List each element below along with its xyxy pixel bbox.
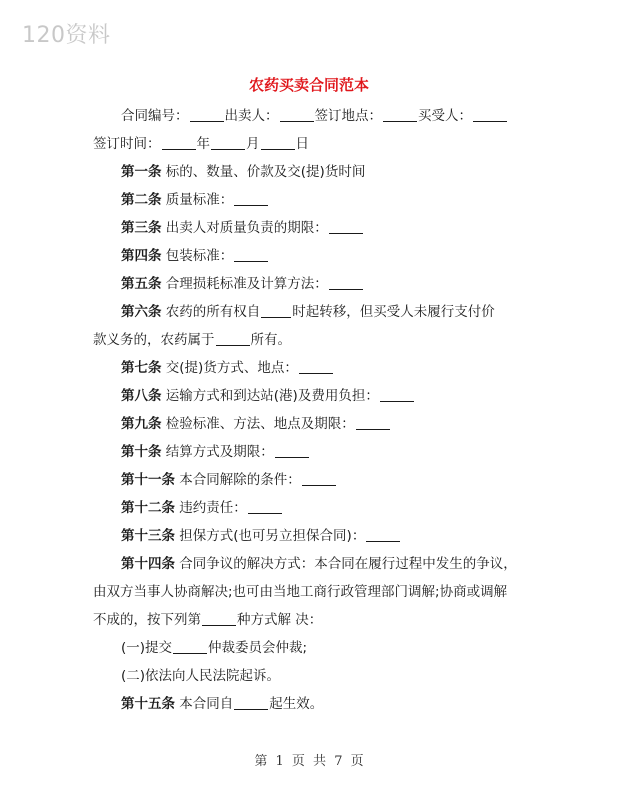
watermark: 120资料 — [22, 23, 111, 48]
blank — [261, 135, 295, 150]
blank — [383, 107, 417, 122]
blank — [234, 695, 268, 710]
blank — [275, 443, 309, 458]
clause-10: 第十条 结算方式及期限： — [93, 438, 533, 466]
blank — [329, 275, 363, 290]
clause-3: 第三条 出卖人对质量负责的期限： — [93, 214, 533, 242]
blank — [356, 415, 390, 430]
blank — [473, 107, 507, 122]
clause-2: 第二条 质量标准： — [93, 186, 533, 214]
blank — [162, 135, 196, 150]
clause-14-cont-1: 由双方当事人协商解决;也可由当地工商行政管理部门调解;协商或调解 — [93, 584, 508, 600]
blank — [366, 527, 400, 542]
blank — [280, 107, 314, 122]
blank — [202, 611, 236, 626]
blank — [216, 331, 250, 346]
option-1: (一)提交 仲裁委员会仲裁; — [121, 640, 308, 656]
header-line-1: 合同编号： 出卖人： 签订地点： 买受人： — [93, 102, 533, 130]
header-line-2: 签订时间： 年 月 日 — [93, 136, 309, 152]
clause-14: 第十四条 合同争议的解决方式：本合同在履行过程中发生的争议， — [121, 556, 517, 572]
clause-6: 第六条 农药的所有权自 时起转移，但买受人未履行支付价 — [121, 304, 495, 320]
clause-14-cont-2: 不成的，按下列第 种方式解 决： — [93, 612, 323, 628]
blank — [190, 107, 224, 122]
blank — [329, 219, 363, 234]
blank — [302, 471, 336, 486]
clause-4: 第四条 包装标准： — [93, 242, 533, 270]
blank — [211, 135, 245, 150]
option-2: (二)依法向人民法院起诉。 — [121, 668, 281, 684]
clause-7: 第七条 交(提)货方式、地点： — [93, 354, 533, 382]
clause-1: 第一条 标的、数量、价款及交(提)货时间 — [121, 164, 366, 180]
clause-5: 第五条 合理损耗标准及计算方法： — [93, 270, 533, 298]
page-footer: 第 1 页 共 7 页 — [254, 754, 364, 769]
blank — [261, 303, 291, 318]
blank — [380, 387, 414, 402]
blank — [248, 499, 282, 514]
contract-body — [93, 102, 533, 718]
clause-13: 第十三条 担保方式(也可另立担保合同)： — [93, 522, 533, 550]
blank — [173, 639, 207, 654]
blank — [234, 247, 268, 262]
blank — [234, 191, 268, 206]
clause-9: 第九条 检验标准、方法、地点及期限： — [93, 410, 533, 438]
clause-12: 第十二条 违约责任： — [93, 494, 533, 522]
clause-6-cont: 款义务的，农药属于 所有。 — [93, 332, 291, 348]
document-title: 农药买卖合同范本 — [248, 76, 369, 94]
clause-8: 第八条 运输方式和到达站(港)及费用负担： — [93, 382, 533, 410]
blank — [299, 359, 333, 374]
clause-15: 第十五条 本合同自 起生效。 — [121, 696, 324, 712]
clause-11: 第十一条 本合同解除的条件： — [93, 466, 533, 494]
